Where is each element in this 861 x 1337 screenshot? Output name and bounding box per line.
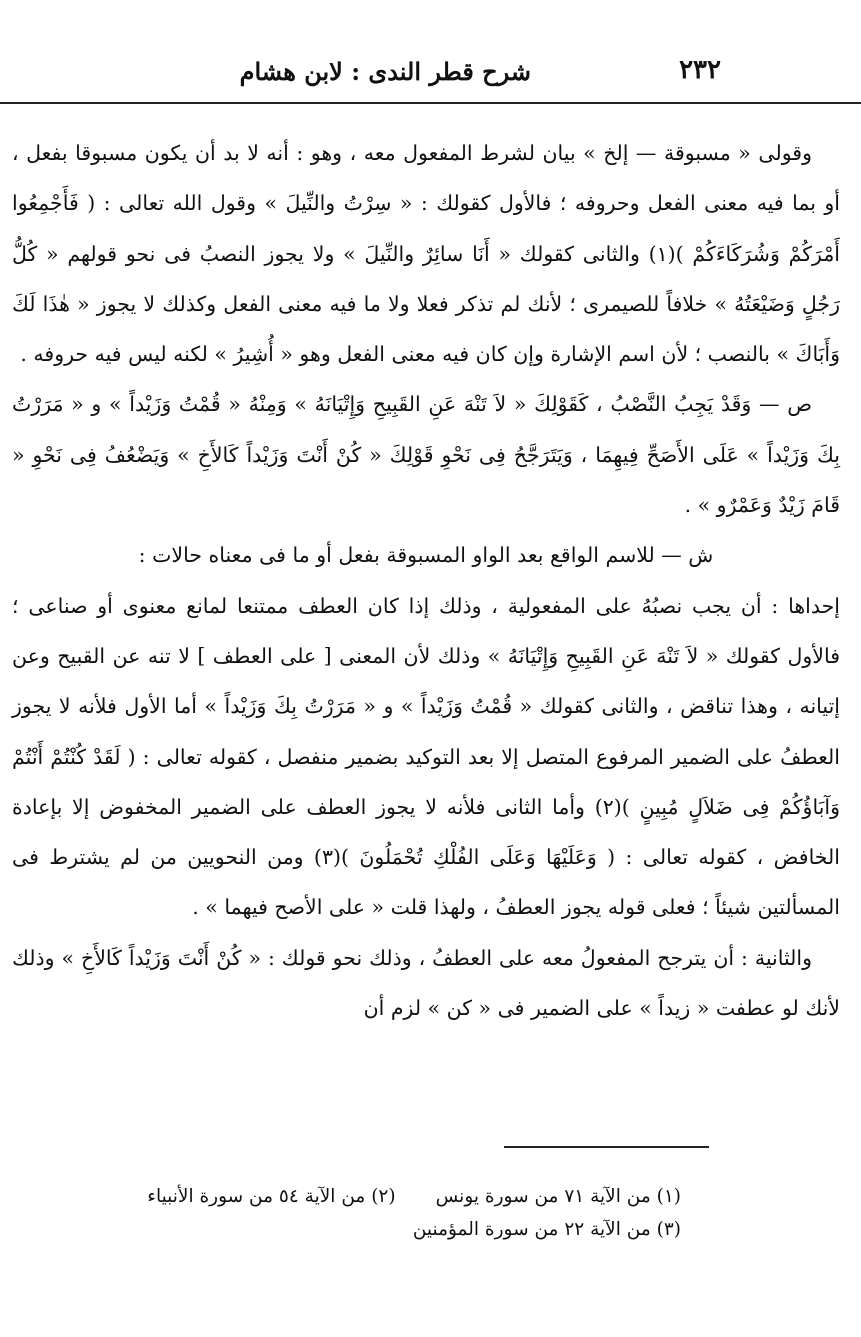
footnote-row: [21, 1213, 681, 1246]
main-text: [12, 128, 840, 1033]
footnote-1: (١) من الآية ٧١ من سورة يونس: [435, 1186, 681, 1207]
page-number: ٢٣٢: [679, 55, 721, 85]
paragraph: إحداها : أن يجب نصبُهُ على المفعولية ، وذلك إذا كان العطف ممتنعا لمانع معنوى أو صناعى ؛ فالأول كقولك « لاَ تَنْهَ عَنِ القَبِيحِ وَإِتْيَانَهُ » وذلك لأن المعنى [ على العطف ] لا تنه عن القبيح وعن إتيانه ، وهذا تناقض ، والثانى كقولك « قُمْتُ وَزَيْداً » و « مَرَرْتُ بِكَ وَزَيْداً » أما الأول فلأنه لا يجوز العطفُ على الضمير المرفوع المتصل إلا بعد التوكيد بضمير منفصل ، كقوله تعالى : ( لَقَدْ كُنْتُمْ أَنْتُمْ وَآبَاؤُكُمْ فِى ضَلاَلٍ مُبِينٍ )(٢) وأما الثانى فلأنه لا يجوز العطف على الضمير المخفوض إلا بإعادة الخافض ، كقوله تعالى : ( وَعَلَيْهَا وَعَلَى الفُلْكِ تُحْمَلُونَ )(٣) ومن النحويين من لم يشترط فى المسألتين شيئاً ؛ فعلى قوله يجوز العطفُ ، ولهذا قلت « على الأصح فيهما » .: [12, 593, 841, 920]
footnotes: [21, 1180, 681, 1246]
running-title: شرح قطر الندى : لابن هشام: [239, 57, 531, 86]
footnote-row: [21, 1180, 681, 1213]
paragraph: وقولى « مسبوقة — إلخ » بيان لشرط المفعول معه ، وهو : أنه لا بد أن يكون مسبوقا بفعل ، أو بما فيه معنى الفعل وحروفه ؛ فالأول كقولك : « سِرْتُ والنِّيلَ » وقول الله تعالى : ( فَأَجْمِعُوا أَمْرَكُمْ وَشُرَكَاءَكُمْ )(١) والثانى كقولك « أَنَا سائِرٌ والنِّيلَ » ولا يجوز النصبُ فى نحو قولهم « كُلُّ رَجُلٍ وَضَيْعَتُهُ » خلافاً للصيمرى ؛ لأنك لم تذكر فعلا ولا ما فيه معنى الفعل وكذلك لا يجوز « هٰذَا لَكَ وَأَبَاكَ » بالنصب ؛ لأن اسم الإشارة وإن كان فيه معنى الفعل وهو « أُشِيرُ » لكنه ليس فيه حروفه .: [12, 141, 840, 367]
paragraph: والثانية : أن يترجح المفعولُ معه على العطفُ ، وذلك نحو قولك : « كُنْ أَنْتَ وَزَيْداً كَالأَخِ » وذلك لأنك لو عطفت « زيداً » على الضمير فى « كن » لزم أن: [12, 945, 840, 1021]
paragraph: ص — وَقَدْ يَجِبُ النَّصْبُ ، كَقَوْلِكَ « لاَ تَنْهَ عَنِ القَبِيحِ وَإِتْيَانَهُ » وَمِنْهُ « قُمْتُ وَزَيْداً » و « مَرَرْتُ بِكَ وَزَيْداً » عَلَى الأَصَحِّ فِيهِمَا ، وَيَتَرَجَّحُ فِى نَحْوِ قَوْلِكَ « كُنْ أَنْتَ وَزَيْداً كَالأَخِ » وَيَضْعُفُ فِى نَحْوِ « قَامَ زَيْدٌ وَعَمْرٌو » .: [12, 392, 840, 518]
paragraph: ش — للاسم الواقع بعد الواو المسبوقة بفعل أو ما فى معناه حالات :: [138, 543, 714, 568]
footnote-divider: [504, 1146, 709, 1148]
footnote-2: (٢) من الآية ٥٤ من سورة الأنبياء: [147, 1186, 396, 1207]
header-divider: [0, 102, 861, 104]
page-header: [0, 55, 861, 99]
footnote-3: (٣) من الآية ٢٢ من سورة المؤمنين: [412, 1219, 681, 1240]
